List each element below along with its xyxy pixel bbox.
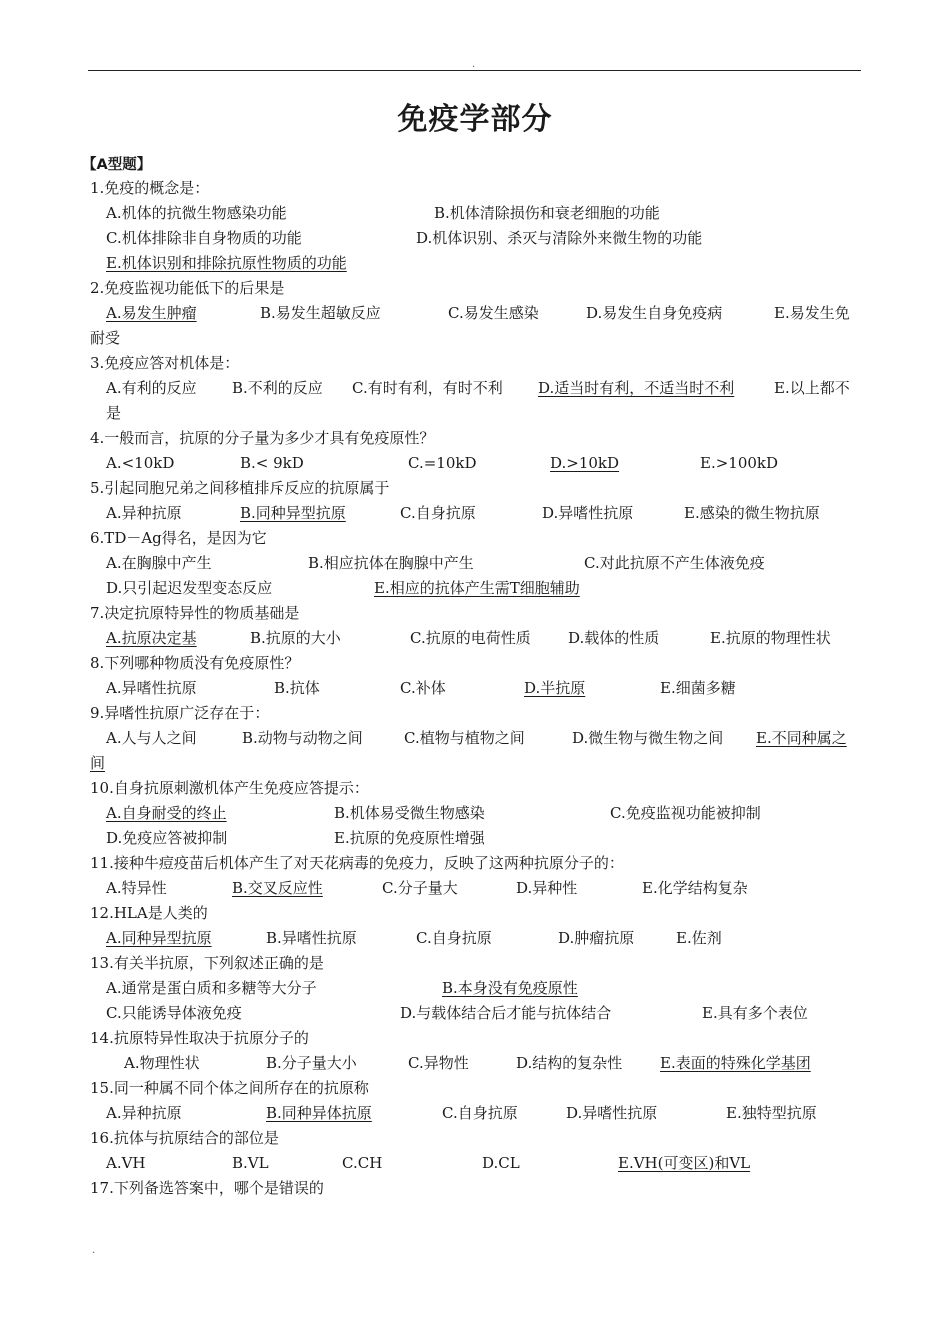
option: B.不利的反应	[232, 379, 323, 397]
question-stem: 7.决定抗原特异性的物质基础是	[90, 604, 300, 622]
option: C.自身抗原	[416, 929, 492, 947]
option: A.异种抗原	[106, 504, 182, 522]
correct-option: A.自身耐受的终止	[106, 804, 227, 822]
option: B.动物与动物之间	[242, 729, 363, 747]
option: C.只能诱导体液免疫	[106, 1004, 242, 1022]
question-stem: 15.同一种属不同个体之间所存在的抗原称	[90, 1079, 369, 1097]
option: A.<10kD	[106, 454, 175, 472]
option: D.异嗜性抗原	[566, 1104, 658, 1122]
option: E.佐剂	[676, 929, 722, 947]
question-stem: 14.抗原特异性取决于抗原分子的	[90, 1029, 309, 1047]
option-wrap: 是	[106, 404, 122, 422]
question-stem: 11.接种牛痘疫苗后机体产生了对天花病毒的免疫力，反映了这两种抗原分子的：	[90, 854, 624, 872]
question-stem: 8.下列哪种物质没有免疫原性？	[90, 654, 300, 672]
footer-dot: .	[92, 1245, 96, 1256]
option: D.与载体结合后才能与抗体结合	[400, 1004, 612, 1022]
option: D.CL	[482, 1154, 520, 1172]
option: A.特异性	[106, 879, 167, 897]
option: D.免疫应答被抑制	[106, 829, 228, 847]
option: D.肿瘤抗原	[558, 929, 635, 947]
option: A.通常是蛋白质和多糖等大分子	[106, 979, 317, 997]
correct-option: D.半抗原	[524, 679, 586, 697]
option: C.异物性	[408, 1054, 469, 1072]
option: E.易发生免	[774, 304, 850, 322]
correct-option: D.适当时有利，不适当时不利	[538, 379, 735, 397]
option-wrap: 耐受	[90, 329, 121, 347]
option: E.抗原的免疫原性增强	[334, 829, 485, 847]
header-rule	[88, 70, 861, 71]
option: A.在胸腺中产生	[106, 554, 212, 572]
option: C.免疫监视功能被抑制	[610, 804, 761, 822]
page-title: 免疫学部分	[397, 102, 553, 137]
header-dot: .	[472, 59, 476, 70]
section-label: 【A型题】	[82, 157, 152, 173]
option: A.机体的抗微生物感染功能	[106, 204, 287, 222]
question-stem: 16.抗体与抗原结合的部位是	[90, 1129, 279, 1147]
option: B.分子量大小	[266, 1054, 357, 1072]
question-stem: 12.HLA是人类的	[90, 904, 208, 922]
option: C.补体	[400, 679, 446, 697]
question-stem: 2.免疫监视功能低下的后果是	[90, 279, 285, 297]
option: D.异种性	[516, 879, 578, 897]
option: E.化学结构复杂	[642, 879, 748, 897]
option: E.感染的微生物抗原	[684, 504, 820, 522]
option: C.植物与植物之间	[404, 729, 525, 747]
correct-option: B.同种异体抗原	[266, 1104, 372, 1122]
option: B.机体清除损伤和衰老细胞的功能	[434, 204, 660, 222]
option: A.异嗜性抗原	[106, 679, 197, 697]
option: D.机体识别、杀灭与清除外来微生物的功能	[416, 229, 703, 247]
correct-option: E.不同种属之	[756, 729, 847, 747]
option: E.抗原的物理性状	[710, 629, 831, 647]
option: E.>100kD	[700, 454, 779, 472]
option: B.< 9kD	[240, 454, 304, 472]
option: D.结构的复杂性	[516, 1054, 623, 1072]
question-stem: 13.有关半抗原，下列叙述正确的是	[90, 954, 324, 972]
option: D.只引起迟发型变态反应	[106, 579, 273, 597]
option: E.细菌多糖	[660, 679, 736, 697]
question-stem: 9.异嗜性抗原广泛存在于：	[90, 704, 270, 722]
option: C.CH	[342, 1154, 383, 1172]
correct-option: B.交叉反应性	[232, 879, 323, 897]
option: C.机体排除非自身物质的功能	[106, 229, 302, 247]
question-stem: 10.自身抗原刺激机体产生免疫应答提示：	[90, 779, 369, 797]
correct-option: E.机体识别和排除抗原性物质的功能	[106, 254, 347, 272]
option: D.微生物与微生物之间	[572, 729, 724, 747]
option: A.VH	[106, 1154, 146, 1172]
question-stem: 5.引起同胞兄弟之间移植排斥反应的抗原属于	[90, 479, 390, 497]
correct-option: A.易发生肿瘤	[106, 304, 197, 322]
correct-option: A.同种异型抗原	[106, 929, 212, 947]
option: C.对此抗原不产生体液免疫	[584, 554, 765, 572]
correct-option: B.本身没有免疫原性	[442, 979, 578, 997]
option: A.有利的反应	[106, 379, 197, 397]
option: C.有时有利，有时不利	[352, 379, 503, 397]
option: A.物理性状	[124, 1054, 200, 1072]
correct-option: A.抗原决定基	[106, 629, 197, 647]
option: C.抗原的电荷性质	[410, 629, 531, 647]
option: E.具有多个表位	[702, 1004, 808, 1022]
option-wrap: 间	[90, 754, 106, 772]
option: A.异种抗原	[106, 1104, 182, 1122]
option: B.抗体	[274, 679, 320, 697]
question-stem: 17.下列备选答案中，哪个是错误的	[90, 1179, 324, 1197]
option: B.相应抗体在胸腺中产生	[308, 554, 474, 572]
option: B.机体易受微生物感染	[334, 804, 485, 822]
option: D.载体的性质	[568, 629, 660, 647]
question-stem: 6.TD－Ag得名，是因为它	[90, 529, 267, 547]
question-stem: 1.免疫的概念是：	[90, 179, 210, 197]
option: B.VL	[232, 1154, 269, 1172]
option: D.异嗜性抗原	[542, 504, 634, 522]
option: B.易发生超敏反应	[260, 304, 381, 322]
correct-option: E.表面的特殊化学基团	[660, 1054, 811, 1072]
correct-option: B.同种异型抗原	[240, 504, 346, 522]
option: E.以上都不	[774, 379, 850, 397]
option: B.异嗜性抗原	[266, 929, 357, 947]
correct-option: E.相应的抗体产生需T细胞辅助	[374, 579, 580, 597]
option: C.分子量大	[382, 879, 458, 897]
question-stem: 4.一般而言，抗原的分子量为多少才具有免疫原性？	[90, 429, 435, 447]
correct-option: D.>10kD	[550, 454, 620, 472]
option: D.易发生自身免疫病	[586, 304, 723, 322]
option: B.抗原的大小	[250, 629, 341, 647]
question-stem: 3.免疫应答对机体是：	[90, 354, 240, 372]
option: C.易发生感染	[448, 304, 539, 322]
option: C.自身抗原	[400, 504, 476, 522]
option: A.人与人之间	[106, 729, 197, 747]
option: C.=10kD	[408, 454, 477, 472]
option: C.自身抗原	[442, 1104, 518, 1122]
correct-option: E.VH(可变区)和VL	[618, 1154, 751, 1172]
option: E.独特型抗原	[726, 1104, 817, 1122]
